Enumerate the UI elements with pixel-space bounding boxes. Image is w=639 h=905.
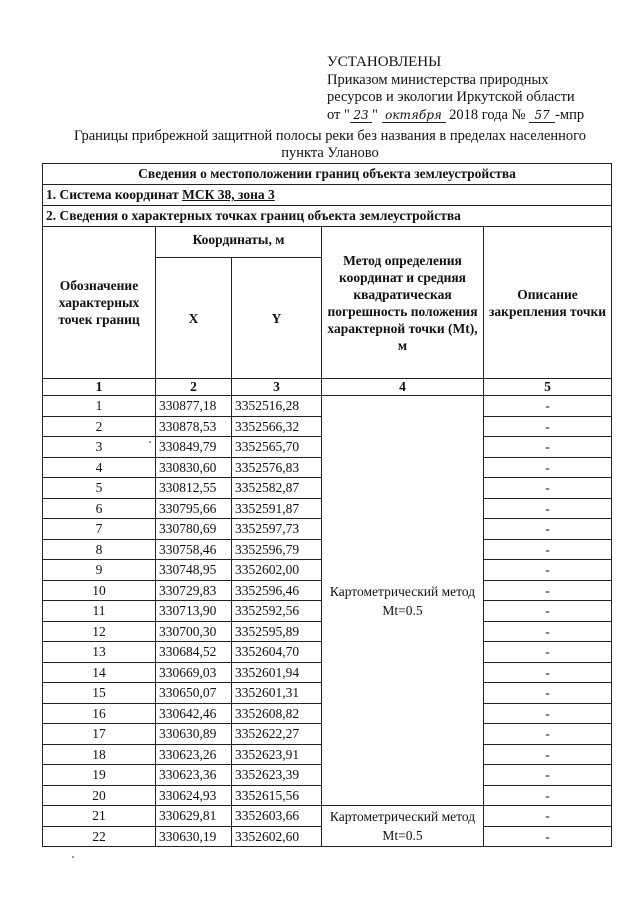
point-y: 3352601,94 [232,662,322,683]
point-number: 12 [43,621,156,642]
point-x: 330780,69 [156,519,232,540]
point-description: - [484,560,612,581]
points-section-title: 2. Сведения о характерных точках границ объекта землеустройства [43,206,612,227]
point-description: - [484,580,612,601]
approval-date-line [327,107,584,125]
column-numbers-row [43,379,612,396]
point-y: 3352608,82 [232,703,322,724]
point-description: - [484,806,612,827]
point-x: 330830,60 [156,457,232,478]
approval-line-2: ресурсов и экологии Иркутской области [327,89,575,105]
point-number: 9 [43,560,156,581]
date-quote: " [371,106,378,123]
boundary-points-table [42,163,612,847]
point-x: 330877,18 [156,396,232,417]
point-description: - [484,785,612,806]
point-x: 330642,46 [156,703,232,724]
method-cell-b: Картометрический метод Mt=0.5 [322,806,484,847]
point-y: 3352603,66 [232,806,322,827]
point-number: 5 [43,478,156,499]
header-designation: Обозначение характерных точек границ [43,227,156,379]
point-y: 3352592,56 [232,601,322,622]
point-description: - [484,519,612,540]
section-title: Сведения о местоположении границ объекта землеустройства [43,164,612,185]
point-x: 330758,46 [156,539,232,560]
point-description: - [484,683,612,704]
header-x: X [156,258,232,379]
point-y: 3352576,83 [232,457,322,478]
point-x: 330630,19 [156,826,232,847]
point-number: 21 [43,806,156,827]
point-x: 330849,79 [156,437,232,458]
point-number: 20 [43,785,156,806]
point-number: 6 [43,498,156,519]
header-coordinates: Координаты, м [156,227,322,258]
point-y: 3352591,87 [232,498,322,519]
date-prefix: от " [327,106,350,123]
title-line-2: пункта Уланово [281,145,379,161]
point-number: 17 [43,724,156,745]
handwritten-day: 23 [350,109,372,123]
point-description: - [484,416,612,437]
handwritten-order-number: 57 [529,109,555,123]
point-x: 330623,36 [156,765,232,786]
point-description: - [484,498,612,519]
point-description: - [484,457,612,478]
point-x: 330684,52 [156,642,232,663]
order-suffix: -мпр [555,106,585,123]
point-y: 3352595,89 [232,621,322,642]
point-number: 2 [43,416,156,437]
point-y: 3352566,32 [232,416,322,437]
point-x: 330669,03 [156,662,232,683]
point-number: 16 [43,703,156,724]
point-number: 22 [43,826,156,847]
point-description: - [484,826,612,847]
point-y: 3352582,87 [232,478,322,499]
point-number: 19 [43,765,156,786]
point-x: 330713,90 [156,601,232,622]
point-description: - [484,478,612,499]
point-y: 3352596,46 [232,580,322,601]
point-number: 11 [43,601,156,622]
point-number: 15 [43,683,156,704]
point-description: - [484,642,612,663]
title-line-1: Границы прибрежной защитной полосы реки без названия в пределах населенного [73,128,587,144]
point-number: 13 [43,642,156,663]
point-description: - [484,396,612,417]
date-year: 2018 года № [449,106,526,123]
column-number: 5 [484,379,612,396]
point-description: - [484,601,612,622]
point-y: 3352622,27 [232,724,322,745]
point-number: 8 [43,539,156,560]
point-x: 330795,66 [156,498,232,519]
point-number: 7 [43,519,156,540]
point-description: - [484,724,612,745]
column-number: 4 [322,379,484,396]
point-description: - [484,765,612,786]
table-row [43,396,612,417]
approval-block [327,54,584,124]
point-x: 330630,89 [156,724,232,745]
point-number: 3 [43,437,156,458]
point-y: 3352604,70 [232,642,322,663]
point-y: 3352602,60 [232,826,322,847]
point-description: - [484,621,612,642]
point-number: 14 [43,662,156,683]
approval-line-1: Приказом министерства природных [327,71,549,88]
scan-speck [72,856,74,858]
coordinate-system-row [43,185,612,206]
point-x: 330812,55 [156,478,232,499]
table-row [43,806,612,827]
point-number: 1 [43,396,156,417]
point-x: 330729,83 [156,580,232,601]
header-description: Описание закрепления точки [484,227,612,379]
column-number: 3 [232,379,322,396]
coordinate-system-label: 1. Система координат [46,187,179,202]
point-y: 3352623,91 [232,744,322,765]
point-x: 330700,30 [156,621,232,642]
point-number: 4 [43,457,156,478]
point-y: 3352601,31 [232,683,322,704]
scan-speck [149,441,151,443]
point-number: 10 [43,580,156,601]
column-number: 1 [43,379,156,396]
header-method: Метод определения координат и средняя квадратическая погрешность положения характерной точки (Mt), м [322,227,484,379]
point-description: - [484,662,612,683]
document-title [40,128,620,162]
point-y: 3352597,73 [232,519,322,540]
point-x: 330629,81 [156,806,232,827]
point-y: 3352602,00 [232,560,322,581]
point-x: 330624,93 [156,785,232,806]
point-description: - [484,437,612,458]
point-y: 3352596,79 [232,539,322,560]
column-number: 2 [156,379,232,396]
method-cell-a: Картометрический метод Mt=0.5 [322,396,484,806]
point-number: 18 [43,744,156,765]
point-x: 330878,53 [156,416,232,437]
handwritten-month: октября [382,109,446,123]
point-description: - [484,744,612,765]
point-description: - [484,539,612,560]
point-y: 3352516,28 [232,396,322,417]
point-y: 3352623,39 [232,765,322,786]
approval-heading: УСТАНОВЛЕНЫ [327,54,442,70]
point-x: 330623,26 [156,744,232,765]
coordinate-system-value: МСК 38, зона 3 [182,187,275,202]
point-y: 3352565,70 [232,437,322,458]
point-x: 330650,07 [156,683,232,704]
point-x: 330748,95 [156,560,232,581]
point-y: 3352615,56 [232,785,322,806]
point-description: - [484,703,612,724]
header-y: Y [232,258,322,379]
